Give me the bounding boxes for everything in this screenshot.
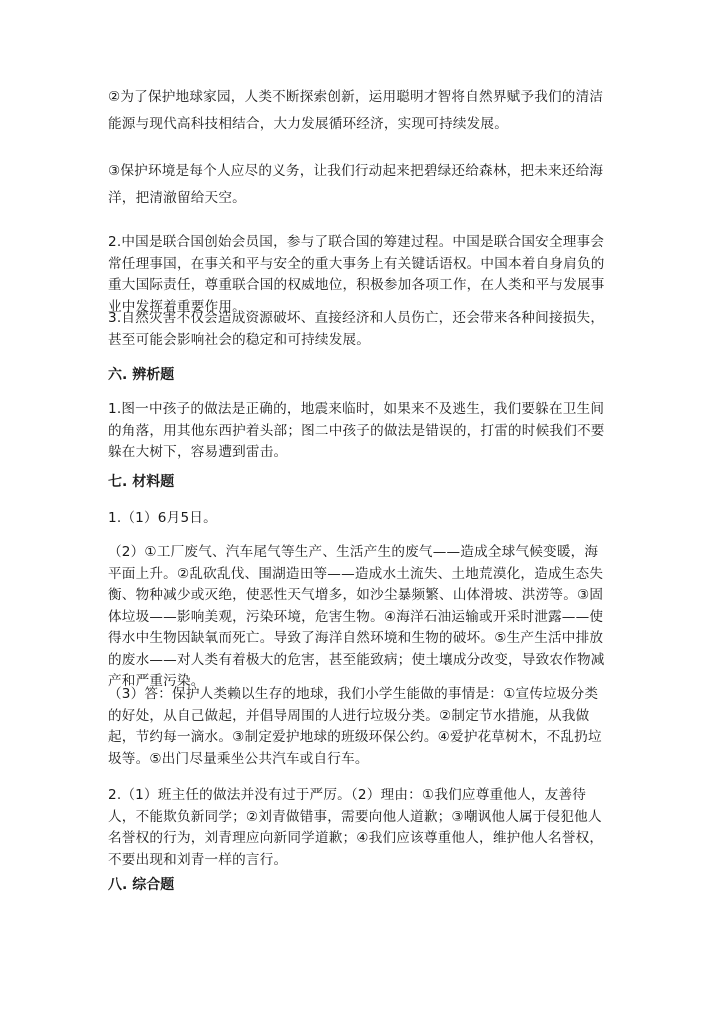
material-answer-1-part-2: （2）①工厂废气、汽车尾气等生产、生活产生的废气——造成全球气候变暖，海平面上升。②乱砍乱伐、围湖造田等——造成水土流失、土地荒漠化，造成生态失衡、物种减少或灭绝，使恶性天气增多，如沙尘暴频繁、山体滑坡、洪涝等。③固体垃圾——影响美观，污染环境，危害生物。④海洋石油运输或开采时泄露——使得水中生物因缺氧而死亡。导致了海洋自然环境和生物的破坏。⑤生产生活中排放的废水——对人类有着极大的危害，甚至能致病；使土壤成分改变，导致农作物减产和严重污染。 <box>108 544 605 689</box>
material-answer-1-part-1: 1.（1）6月5日。 <box>108 510 217 526</box>
material-answer-1-part-3: （3）答：保护人类赖以生存的地球，我们小学生能做的事情是：①宣传垃圾分类的好处，从自己做起，并倡导周围的人进行垃圾分类。②制定节水措施，从我做起，节约每一滴水。③制定爱护地球的班级环保公约。④爱护花草树木，不乱扔垃圾等。⑤出门尽量乘坐公共汽车或自行车。 <box>108 686 602 767</box>
analysis-answer-1: 1.图一中孩子的做法是正确的，地震来临时，如果来不及逃生，我们要躲在卫生间的角落，用其他东西护着头部；图二中孩子的做法是错误的，打雷的时候我们不要躲在大树下，容易遭到雷击。 <box>108 401 605 460</box>
paragraph-china-un: 2.中国是联合国创始会员国，参与了联合国的筹建过程。中国是联合国安全理事会常任理事国，在事关和平与安全的重大事务上有关键话语权。中国本着自身肩负的重大国际责任，尊重联合国的权威地位，积极参加各项工作，在人类和平与发展事业中发挥着重要作用。 <box>108 234 605 315</box>
section-heading-material: 七. 材料题 <box>108 474 175 490</box>
material-answer-2: 2.（1）班主任的做法并没有过于严厉。（2）理由：①我们应尊重他人，友善待人，不能欺负新同学；②刘青做错事，需要向他人道歉；③嘲讽他人属于侵犯他人名誉权的行为，刘青理应向新同学道歉；④我们应该尊重他人，维护他人名誉权，不要出现和刘青一样的言行。 <box>108 787 604 868</box>
section-heading-comprehensive: 八. 综合题 <box>108 877 175 893</box>
paragraph-natural-disaster: 3.自然灾害不仅会造成资源破坏、直接经济和人员伤亡，还会带来各种间接损失，甚至可能会影响社会的稳定和可持续发展。 <box>108 310 605 348</box>
section-heading-analysis: 六. 辨析题 <box>108 367 175 383</box>
paragraph-innovation: ②为了保护地球家园，人类不断探索创新，运用聪明才智将自然界赋予我们的清洁能源与现代高科技相结合，大力发展循环经济，实现可持续发展。 <box>108 89 604 132</box>
paragraph-environment-duty: ③保护环境是每个人应尽的义务，让我们行动起来把碧绿还给森林，把未来还给海洋，把清澈留给天空。 <box>108 163 604 206</box>
